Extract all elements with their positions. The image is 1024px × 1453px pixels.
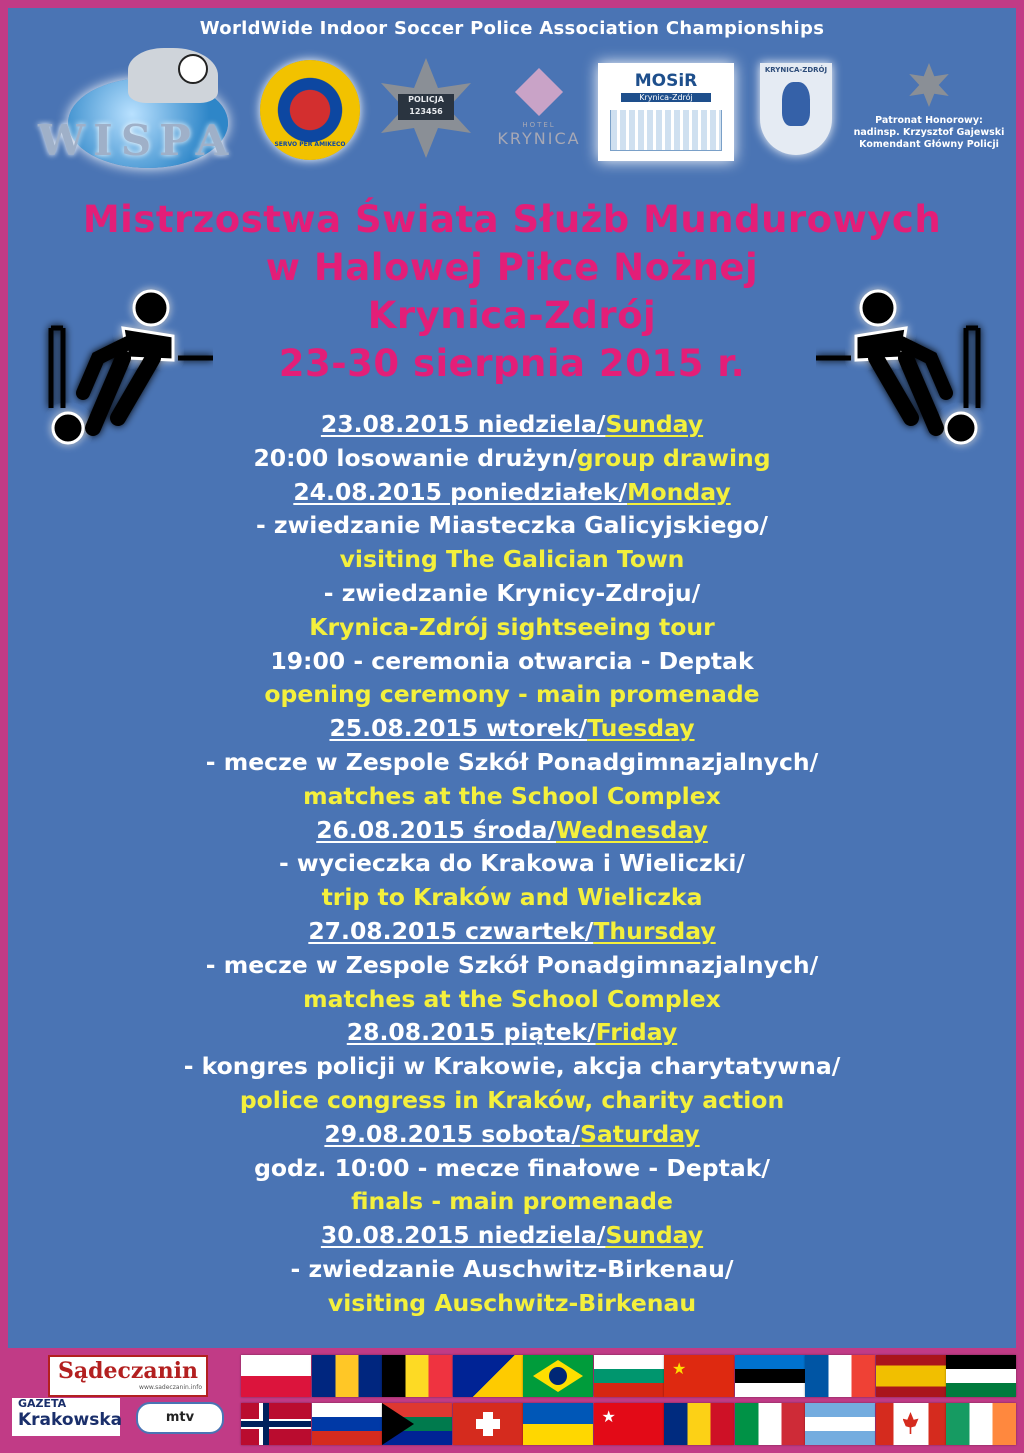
schedule-text-pl: godz. 10:00 - mecze finałowe - Deptak/ (254, 1153, 770, 1182)
flag-italy (735, 1403, 805, 1445)
flag-switzerland (453, 1403, 523, 1445)
schedule-text-en: group drawing (576, 443, 771, 472)
schedule-row (8, 1287, 1016, 1321)
flag-south-africa (382, 1403, 452, 1445)
badge-number: 123456 (409, 107, 443, 116)
gazeta-krakowska-logo (12, 1397, 123, 1436)
schedule-row (8, 1152, 1016, 1186)
headline-line: w Halowej Piłce Nożnej (265, 246, 759, 289)
schedule-date-en: Monday (627, 477, 731, 506)
jug-icon (782, 82, 810, 126)
schedule-date-en: Saturday (580, 1119, 700, 1148)
flag-argentina (805, 1403, 875, 1445)
schedule-text-pl: 19:00 - ceremonia otwarcia - Deptak (270, 646, 754, 675)
flag-jordan (946, 1355, 1016, 1397)
schedule-row (8, 983, 1016, 1017)
flag-norway (241, 1403, 311, 1445)
schedule-date-pl: 29.08.2015 sobota/ (324, 1119, 580, 1148)
schedule-date-en: Friday (595, 1018, 678, 1047)
schedule-text-pl: - wycieczka do Krakowa i Wieliczki/ (279, 849, 745, 878)
sadeczanin-logo (48, 1355, 208, 1397)
schedule-row (8, 1185, 1016, 1219)
schedule-text-en: matches at the School Complex (303, 781, 721, 810)
hotel-krynica-logo (484, 63, 594, 163)
coat-label: KRYNICA-ZDRÓJ (764, 66, 828, 74)
schedule-row (8, 1050, 1016, 1084)
championship-title: WorldWide Indoor Soccer Police Association Championships (199, 18, 825, 39)
flag-ukraine (523, 1403, 593, 1445)
schedule-date-pl: 30.08.2015 niedziela/ (320, 1221, 606, 1250)
event-schedule (8, 408, 1016, 1321)
patron-line: Komendant Główny Policji (859, 139, 999, 150)
flag-poland (241, 1355, 311, 1397)
schedule-text-pl: - zwiedzanie Krynicy-Zdroju/ (323, 578, 701, 607)
gazeta-top: GAZETA (18, 1397, 67, 1410)
schedule-text-en: opening ceremony - main promenade (264, 680, 760, 709)
hotel-gem-icon (515, 68, 563, 116)
schedule-date-row (8, 915, 1016, 949)
schedule-date-pl: 28.08.2015 piątek/ (346, 1018, 596, 1047)
schedule-date-en: Thursday (593, 916, 716, 945)
mtv-text: mtv (165, 1410, 195, 1425)
flag-spain (876, 1355, 946, 1397)
sadeczanin-url: www.sadeczanin.info (139, 1384, 202, 1391)
poster (8, 8, 1016, 1348)
flag-bosnia-and-herzegovina (453, 1355, 523, 1397)
honorary-patronage (844, 63, 1014, 163)
schedule-text-en: matches at the School Complex (303, 984, 721, 1013)
hotel-name: KRYNICA (497, 129, 581, 148)
schedule-date-row (8, 1118, 1016, 1152)
patron-line: Patronat Honorowy: (875, 115, 983, 126)
wispa-logo (28, 48, 268, 178)
schedule-row (8, 645, 1016, 679)
mosir-logo (598, 63, 734, 161)
schedule-date-en: Tuesday (587, 714, 695, 743)
flag-turkey: ★ (594, 1403, 664, 1445)
schedule-row (8, 577, 1016, 611)
gazeta-bottom: Krakowska (18, 1410, 123, 1430)
police-star-small-icon (907, 63, 951, 107)
mosir-sub: Krynica-Zdrój (621, 93, 711, 102)
schedule-text-en: finals - main promenade (351, 1187, 673, 1216)
schedule-row (8, 847, 1016, 881)
flag-russia (312, 1403, 382, 1445)
building-icon (610, 110, 722, 151)
ipa-motto: SERVO PER AMIKECO (274, 141, 346, 148)
schedule-date-pl: 25.08.2015 wtorek/ (329, 714, 588, 743)
schedule-text-pl: - zwiedzanie Miasteczka Galicyjskiego/ (255, 511, 769, 540)
schedule-text-pl: 20:00 losowanie drużyn/ (253, 443, 577, 472)
mtv-logo (136, 1402, 224, 1434)
mosir-name: MOSiR (634, 71, 698, 91)
schedule-row (8, 509, 1016, 543)
schedule-date-en: Sunday (605, 1221, 704, 1250)
schedule-date-row (8, 1219, 1016, 1253)
flag-ireland (946, 1403, 1016, 1445)
flag-china: ★ (664, 1355, 734, 1397)
schedule-date-pl: 27.08.2015 czwartek/ (308, 916, 594, 945)
schedule-text-pl: - mecze w Zespole Szkół Ponadgimnazjalnych/ (205, 950, 819, 979)
flag-barbados (312, 1355, 382, 1397)
schedule-date-pl: 24.08.2015 poniedziałek/ (293, 477, 628, 506)
schedule-row (8, 780, 1016, 814)
schedule-date-row (8, 476, 1016, 510)
schedule-row (8, 543, 1016, 577)
patron-line: nadinsp. Krzysztof Gajewski (853, 127, 1005, 138)
flag-canada (876, 1403, 946, 1445)
schedule-row (8, 611, 1016, 645)
badge-text: POLICJA (408, 95, 444, 104)
flag-belgium (382, 1355, 452, 1397)
schedule-date-row (8, 1016, 1016, 1050)
schedule-text-en: trip to Kraków and Wieliczka (321, 883, 703, 912)
schedule-date-row (8, 712, 1016, 746)
patron-text (844, 115, 1014, 151)
schedule-row (8, 881, 1016, 915)
wispa-wordmark: WISPA (38, 116, 237, 165)
schedule-text-en: visiting Auschwitz-Birkenau (327, 1288, 697, 1317)
schedule-date-en: Sunday (605, 410, 704, 438)
schedule-date-pl: 26.08.2015 środa/ (316, 815, 557, 844)
flag-estonia (735, 1355, 805, 1397)
schedule-text-en: Krynica-Zdrój sightseeing tour (309, 612, 715, 641)
flag-bulgaria (594, 1355, 664, 1397)
schedule-row (8, 1084, 1016, 1118)
hotel-label: HOTEL (522, 121, 556, 129)
schedule-text-en: police congress in Kraków, charity action (239, 1085, 785, 1114)
schedule-text-en: visiting The Galician Town (339, 545, 685, 574)
schedule-date-pl: 23.08.2015 niedziela/ (320, 410, 606, 438)
schedule-text-pl: - kongres policji w Krakowie, akcja charytatywna/ (183, 1052, 841, 1081)
schedule-row (8, 1253, 1016, 1287)
schedule-date-en: Wednesday (556, 815, 708, 844)
police-badge-logo (376, 58, 476, 158)
soccer-ball-icon (178, 54, 208, 84)
schedule-row (8, 442, 1016, 476)
schedule-row (8, 678, 1016, 712)
footer (0, 1348, 1024, 1453)
headline-line: Mistrzostwa Świata Służb Mundurowych (82, 198, 942, 241)
badge-plate (398, 94, 454, 120)
flag-france (805, 1355, 875, 1397)
schedule-date-row (8, 408, 1016, 442)
headline-line: Krynica-Zdrój (367, 294, 657, 337)
ipa-emblem (260, 60, 360, 160)
headline-line: 23-30 sierpnia 2015 r. (278, 342, 746, 385)
schedule-row (8, 746, 1016, 780)
flag-romania (664, 1403, 734, 1445)
schedule-text-pl: - mecze w Zespole Szkół Ponadgimnazjalnych/ (205, 747, 819, 776)
schedule-row (8, 949, 1016, 983)
sadeczanin-name: Sądeczanin (57, 1358, 198, 1384)
schedule-date-row (8, 814, 1016, 848)
schedule-text-pl: - zwiedzanie Auschwitz-Birkenau/ (290, 1254, 734, 1283)
krynica-coat-of-arms (760, 63, 832, 155)
flag-brazil (523, 1355, 593, 1397)
